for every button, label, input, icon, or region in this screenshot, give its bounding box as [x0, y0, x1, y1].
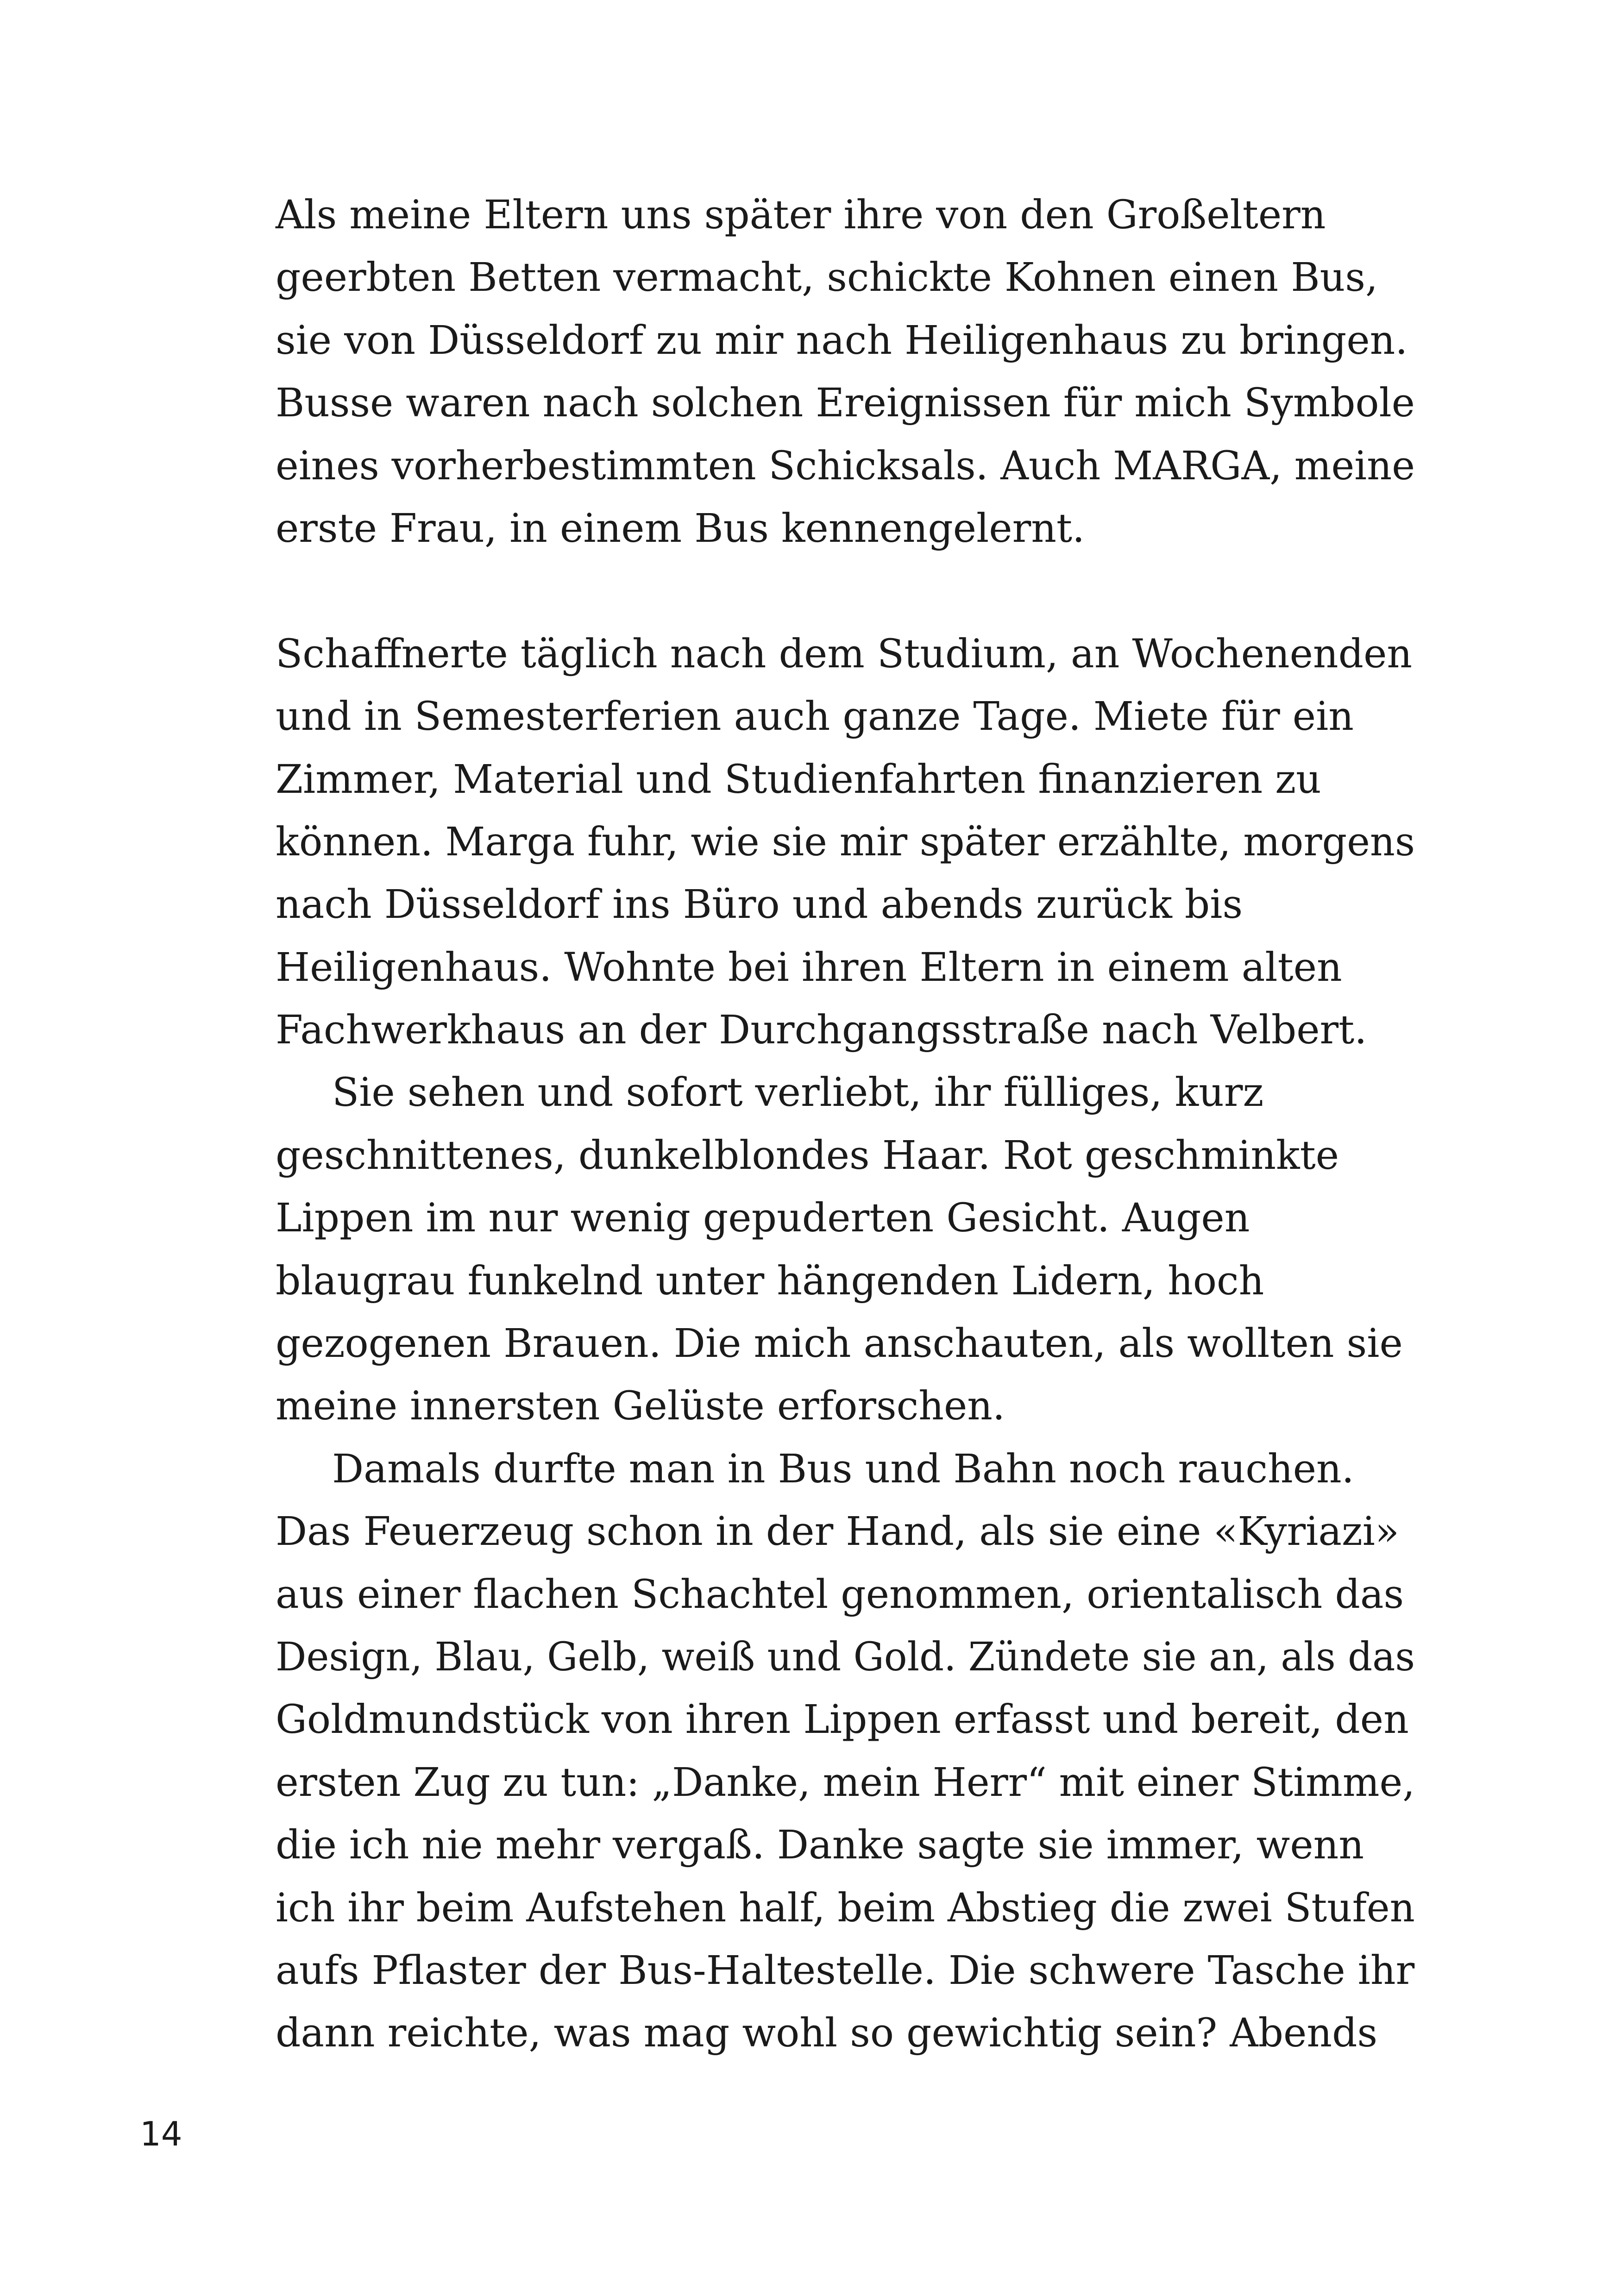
text-line: Damals durfte man in Bus und Bahn noch rauchen. [332, 1446, 1354, 1492]
text-line: aus einer flachen Schachtel genommen, orientalisch das [276, 1571, 1404, 1618]
text-line: die ich nie mehr vergaß. Danke sagte sie immer, wenn [276, 1822, 1364, 1869]
text-line: dann reichte, was mag wohl so gewichtig sein? Abends [276, 2010, 1378, 2057]
body-text [276, 184, 1415, 2065]
text-line: Zimmer, Material und Studienfahrten finanzieren zu [276, 756, 1321, 803]
text-line: aufs Pflaster der Bus-Haltestelle. Die schwere Tasche ihr [276, 1947, 1415, 1994]
text-line: meine innersten Gelüste erforschen. [276, 1383, 1005, 1430]
text-line: gezogenen Brauen. Die mich anschauten, als wollten sie [276, 1321, 1403, 1367]
text-line: Heiligenhaus. Wohnte bei ihren Eltern in einem alten [276, 944, 1342, 991]
text-line: sie von Düsseldorf zu mir nach Heiligenhaus zu bringen. [276, 317, 1408, 364]
text-line: erste Frau, in einem Bus kennengelernt. [276, 505, 1085, 552]
text-line: Busse waren nach solchen Ereignissen für mich Symbole [276, 380, 1415, 427]
text-line: nach Düsseldorf ins Büro und abends zurück bis [276, 882, 1243, 928]
text-line: Das Feuerzeug schon in der Hand, als sie eine «Kyriazi» [276, 1509, 1399, 1555]
text-line: können. Marga fuhr, wie sie mir später erzählte, morgens [276, 819, 1415, 865]
text-line: geerbten Betten vermacht, schickte Kohnen einen Bus, [276, 255, 1378, 301]
text-line: Als meine Eltern uns später ihre von den Großeltern [276, 192, 1326, 238]
paragraph-gap [276, 560, 1415, 622]
page-number: 14 [140, 2114, 182, 2153]
text-line: ich ihr beim Aufstehen half, beim Abstieg die zwei Stufen [276, 1885, 1415, 1931]
text-line: Sie sehen und sofort verliebt, ihr fülliges, kurz [332, 1070, 1264, 1116]
text-line: ersten Zug zu tun: „Danke, mein Herr“ mit einer Stimme, [276, 1759, 1415, 1806]
text-line: geschnittenes, dunkelblondes Haar. Rot geschminkte [276, 1132, 1339, 1179]
text-line: Fachwerkhaus an der Durchgangsstraße nach Velbert. [276, 1007, 1367, 1054]
text-line: Schaffnerte täglich nach dem Studium, an Wochenenden [276, 631, 1413, 677]
text-line: Design, Blau, Gelb, weiß und Gold. Zündete sie an, als das [276, 1634, 1415, 1680]
text-line: blaugrau funkelnd unter hängenden Lidern, hoch [276, 1258, 1264, 1304]
text-line: Lippen im nur wenig gepuderten Gesicht. Augen [276, 1195, 1250, 1242]
text-line: Goldmundstück von ihren Lippen erfasst und bereit, den [276, 1697, 1409, 1743]
text-line: eines vorherbestimmten Schicksals. Auch MARGA, meine [276, 443, 1415, 489]
text-line: und in Semesterferien auch ganze Tage. Miete für ein [276, 694, 1354, 740]
